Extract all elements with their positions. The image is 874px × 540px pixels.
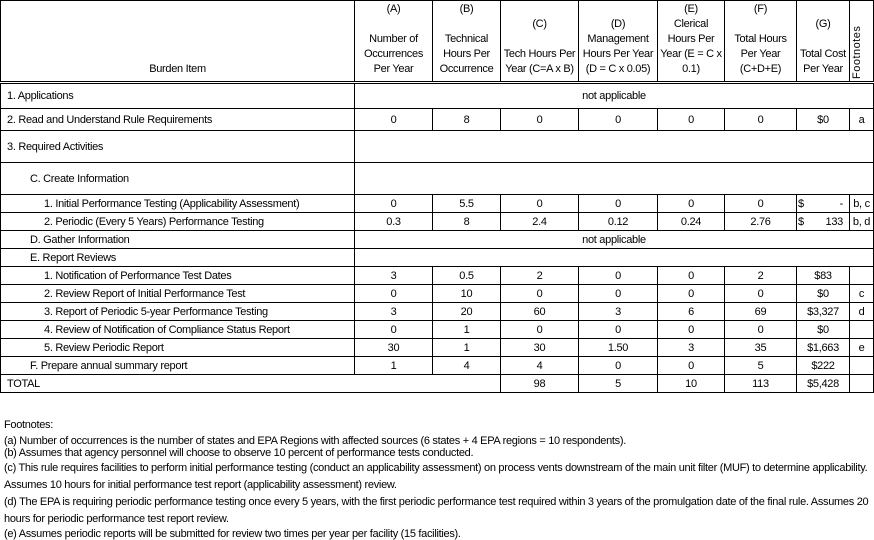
table-row	[1, 321, 874, 339]
row-label: 2. Read and Understand Rule Requirements	[1, 109, 355, 131]
value-cell: 0	[579, 357, 658, 375]
cost-cell: $0	[797, 109, 850, 131]
row-label: 1. Notification of Performance Test Dates	[1, 267, 355, 285]
footnote-cell: a	[850, 109, 874, 131]
cost-cell	[797, 213, 850, 231]
row-label: E. Report Reviews	[1, 249, 355, 267]
value-cell: 2.76	[725, 213, 797, 231]
header-footnotes	[850, 1, 874, 83]
value-cell: 0	[725, 285, 797, 303]
value-cell: 0	[579, 195, 658, 213]
header-col-g	[797, 1, 850, 83]
value-cell: 35	[725, 339, 797, 357]
value-cell: 0	[501, 321, 579, 339]
value-cell: 113	[725, 375, 797, 393]
value-cell: 3	[658, 339, 725, 357]
value-cell: 8	[433, 109, 501, 131]
row-label: D. Gather Information	[1, 231, 355, 249]
value-cell: 30	[501, 339, 579, 357]
table-row	[1, 231, 874, 249]
footnotes-section	[4, 419, 874, 540]
value-cell: 1.50	[579, 339, 658, 357]
empty-merged-cell	[355, 163, 874, 195]
value-cell: 2	[501, 267, 579, 285]
cost-amount: -	[840, 198, 843, 210]
footnote-b: (b) Assumes that agency personnel will choose to observe 10 percent of performance tests conducted.	[4, 447, 874, 460]
col-label: Total Hours Per Year (C+D+E)	[727, 32, 794, 77]
header-col-e	[658, 1, 725, 83]
header-col-a	[355, 1, 433, 83]
value-cell: 0	[501, 109, 579, 131]
table-row	[1, 249, 874, 267]
row-label: 3. Report of Periodic 5-year Performance Testing	[1, 303, 355, 321]
row-label: C. Create Information	[1, 163, 355, 195]
value-cell: 5	[579, 375, 658, 393]
cost-cell: $3,327	[797, 303, 850, 321]
col-label: Tech Hours Per Year (C=A x B)	[503, 47, 576, 77]
value-cell: 0	[725, 321, 797, 339]
col-letter: (G)	[799, 17, 847, 32]
header-col-c	[501, 1, 579, 83]
value-cell: 0	[658, 285, 725, 303]
row-label: F. Prepare annual summary report	[1, 357, 355, 375]
col-letter: (F)	[727, 2, 794, 17]
cost-amount: 133	[826, 216, 843, 228]
value-cell: 5	[725, 357, 797, 375]
col-letter: (D)	[581, 17, 655, 32]
value-cell: 4	[433, 357, 501, 375]
value-cell: 0	[579, 321, 658, 339]
value-cell: 0.12	[579, 213, 658, 231]
value-cell: 0.5	[433, 267, 501, 285]
footnotes-header-label: Footnotes	[850, 1, 865, 79]
table-row	[1, 357, 874, 375]
value-cell: 0	[725, 109, 797, 131]
table-row	[1, 285, 874, 303]
table-row	[1, 163, 874, 195]
value-cell: 0	[355, 195, 433, 213]
value-cell: 98	[501, 375, 579, 393]
value-cell: 8	[433, 213, 501, 231]
col-label: Total Cost Per Year	[799, 47, 847, 77]
value-cell: 4	[501, 357, 579, 375]
value-cell: 69	[725, 303, 797, 321]
row-label: TOTAL	[1, 375, 501, 393]
table-row	[1, 375, 874, 393]
cost-cell: $0	[797, 285, 850, 303]
cost-value	[797, 216, 849, 228]
footnote-cell: b, c	[850, 195, 874, 213]
header-col-b	[433, 1, 501, 83]
header-col-f	[725, 1, 797, 83]
col-letter: (C)	[503, 17, 576, 32]
value-cell: 0	[355, 109, 433, 131]
value-cell: 0.3	[355, 213, 433, 231]
value-cell: 0	[579, 109, 658, 131]
cost-cell: $222	[797, 357, 850, 375]
currency-symbol: $	[798, 198, 804, 210]
row-label: 3. Required Activities	[1, 131, 355, 163]
table-row	[1, 303, 874, 321]
header-col-d	[579, 1, 658, 83]
footnote-cell: b, d	[850, 213, 874, 231]
value-cell: 0	[658, 109, 725, 131]
col-label: Number of Occurrences Per Year	[357, 32, 430, 77]
value-cell: 30	[355, 339, 433, 357]
footnote-d: (d) The EPA is requiring periodic performance testing once every 5 years, with the first periodic performance test required within 3 years of the promulgation date of the final rule. Assumes 20 hours for periodic performance test report review.	[4, 494, 874, 528]
footnote-cell	[850, 375, 874, 393]
table-row	[1, 339, 874, 357]
header-row	[1, 1, 874, 83]
value-cell: 0	[501, 285, 579, 303]
footnote-cell: c	[850, 285, 874, 303]
cost-cell	[797, 195, 850, 213]
footnote-cell: e	[850, 339, 874, 357]
col-label: Management Hours Per Year (D = C x 0.05)	[581, 32, 655, 77]
value-cell: 0	[658, 195, 725, 213]
row-label: 2. Periodic (Every 5 Years) Performance Testing	[1, 213, 355, 231]
footnote-cell: d	[850, 303, 874, 321]
cost-cell: $0	[797, 321, 850, 339]
col-label: Technical Hours Per Occurrence	[435, 32, 498, 77]
value-cell: 0	[725, 195, 797, 213]
header-burden-item: Burden Item	[1, 1, 355, 83]
table-row	[1, 267, 874, 285]
table-row	[1, 109, 874, 131]
value-cell: 0	[501, 195, 579, 213]
value-cell: 10	[658, 375, 725, 393]
value-cell: 3	[579, 303, 658, 321]
value-cell: 1	[355, 357, 433, 375]
value-cell: 6	[658, 303, 725, 321]
value-cell: 2.4	[501, 213, 579, 231]
value-cell: $5,428	[797, 375, 850, 393]
value-cell: 2	[725, 267, 797, 285]
col-letter: (E)	[660, 2, 722, 17]
table-body	[1, 83, 874, 393]
value-cell: 1	[433, 339, 501, 357]
footnotes-title: Footnotes:	[4, 419, 874, 432]
value-cell: 0	[579, 285, 658, 303]
not-applicable-cell: not applicable	[355, 231, 874, 249]
currency-symbol: $	[798, 216, 804, 228]
row-label: 1. Initial Performance Testing (Applicability Assessment)	[1, 195, 355, 213]
table-row	[1, 83, 874, 109]
value-cell: 10	[433, 285, 501, 303]
row-label: 1. Applications	[1, 83, 355, 109]
empty-merged-cell	[355, 131, 874, 163]
col-letter: (B)	[435, 2, 498, 17]
footnote-cell	[850, 321, 874, 339]
col-label: Clerical Hours Per Year (E = C x 0.1)	[660, 17, 722, 77]
footnote-e: (e) Assumes periodic reports will be submitted for review two times per year per facility (15 facilities).	[4, 528, 874, 540]
empty-merged-cell	[355, 249, 874, 267]
cost-value	[797, 198, 849, 210]
table-row	[1, 131, 874, 163]
value-cell: 3	[355, 303, 433, 321]
row-label: 5. Review Periodic Report	[1, 339, 355, 357]
value-cell: 0	[658, 267, 725, 285]
table-row	[1, 213, 874, 231]
value-cell: 5.5	[433, 195, 501, 213]
value-cell: 0	[355, 285, 433, 303]
col-letter: (A)	[357, 2, 430, 17]
value-cell: 0	[658, 321, 725, 339]
value-cell: 0	[658, 357, 725, 375]
row-label: 4. Review of Notification of Compliance Status Report	[1, 321, 355, 339]
value-cell: 20	[433, 303, 501, 321]
value-cell: 3	[355, 267, 433, 285]
value-cell: 0	[355, 321, 433, 339]
value-cell: 1	[433, 321, 501, 339]
value-cell: 0.24	[658, 213, 725, 231]
footnote-a: (a) Number of occurrences is the number of states and EPA Regions with affected sources (6 states + 4 EPA regions = 10 respondents).	[4, 435, 874, 448]
cost-cell: $83	[797, 267, 850, 285]
value-cell: 60	[501, 303, 579, 321]
cost-cell: $1,663	[797, 339, 850, 357]
row-label: 2. Review Report of Initial Performance Test	[1, 285, 355, 303]
footnote-c: (c) This rule requires facilities to perform initial performance testing (conduct an applicability assessment) on process vents downstream of the main unit filter (MUF) to determine applicability. Assumes 10 hours for initial performance test report (applicability assessment) review.	[4, 460, 874, 494]
not-applicable-cell: not applicable	[355, 83, 874, 109]
table-row	[1, 195, 874, 213]
footnote-cell	[850, 357, 874, 375]
footnote-cell	[850, 267, 874, 285]
value-cell: 0	[579, 267, 658, 285]
